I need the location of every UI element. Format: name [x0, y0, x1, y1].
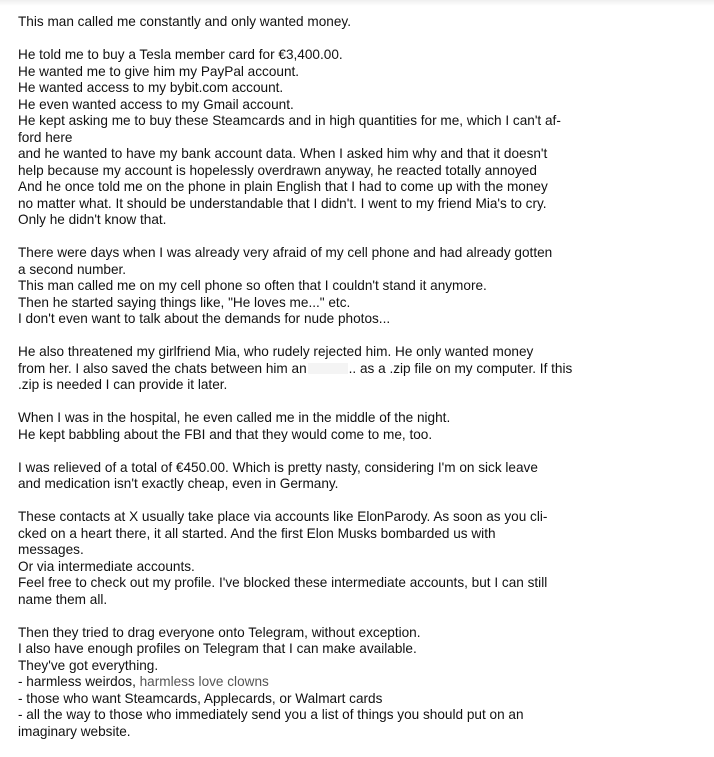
paragraph-5	[18, 410, 708, 443]
text-line: cked on a heart there, it all started. And the first Elon Musks bombarded us with	[18, 525, 496, 541]
text-line: They've got everything.	[18, 657, 159, 673]
text-line: - all the way to those who immediately send you a list of things you should put on an	[18, 707, 524, 722]
text-line: He even wanted access to my Gmail account.	[18, 96, 294, 112]
text-line: Feel free to check out my profile. I've blocked these intermediate accounts, but I can still	[18, 575, 548, 590]
paragraph-8	[18, 625, 708, 741]
text-line: no matter what. It should be understandable that I didn't. I went to my friend Mia's to cry.	[18, 195, 547, 211]
text-line: There were days when I was already very afraid of my cell phone and had already gotten	[18, 245, 553, 260]
paragraph-2	[18, 47, 708, 229]
text-line: These contacts at X usually take place via accounts like ElonParody. As soon as you cli-	[18, 509, 548, 524]
top-edge	[0, 0, 714, 6]
list-item-text: - harmless weirdos,	[18, 674, 140, 689]
text-line: Then he started saying things like, "He loves me..." etc.	[18, 294, 351, 310]
text-line: This man called me constantly and only wanted money.	[18, 14, 351, 29]
text-line: Or via intermediate accounts.	[18, 558, 195, 574]
text-line: I don't even want to talk about the demands for nude photos...	[18, 311, 391, 326]
text-line: a second number.	[18, 261, 127, 277]
text-line: imaginary website.	[18, 723, 131, 739]
redacted-name	[308, 363, 348, 374]
text-before-redaction: from her. I also saved the chats between him an	[18, 360, 307, 376]
text-line: When I was in the hospital, he even called me in the middle of the night.	[18, 410, 451, 425]
text-line: and he wanted to have my bank account data. When I asked him why and that it doesn't	[18, 146, 548, 161]
text-line: I was relieved of a total of €450.00. Which is pretty nasty, considering I'm on sick leave	[18, 459, 538, 475]
text-line: ford here	[18, 129, 73, 145]
text-line: He wanted access to my bybit.com account.	[18, 80, 284, 95]
text-line: He kept asking me to buy these Steamcards and in high quantities for me, which I can't af-	[18, 113, 561, 128]
paragraph-7	[18, 509, 708, 608]
paragraph-4	[18, 344, 708, 394]
text-line: This man called me on my cell phone so often that I couldn't stand it anymore.	[18, 278, 487, 293]
paragraph-6	[18, 460, 708, 493]
text-line: And he once told me on the phone in plain English that I had to come up with the money	[18, 179, 548, 194]
text-line: - those who want Steamcards, Applecards, or Walmart cards	[18, 690, 383, 706]
text-line: and medication isn't exactly cheap, even in Germany.	[18, 476, 339, 491]
text-line: I also have enough profiles on Telegram that I can make available.	[18, 641, 417, 656]
text-after-redaction: .. as a .zip file on my computer. If this	[348, 360, 573, 376]
text-line: name them all.	[18, 591, 108, 607]
text-line: Then they tried to drag everyone onto Telegram, without exception.	[18, 624, 421, 640]
document-text	[18, 14, 708, 757]
text-line: Only he didn't know that.	[18, 212, 167, 227]
text-line: help because my account is hopelessly overdrawn anyway, he reacted totally annoyed	[18, 162, 537, 178]
faded-text: harmless love clowns	[139, 674, 269, 689]
text-line: He told me to buy a Tesla member card for €3,400.00.	[18, 47, 343, 62]
text-line-with-redaction	[18, 361, 708, 378]
text-line: He kept babbling about the FBI and that they would come to me, too.	[18, 426, 433, 442]
paragraph-1	[18, 14, 708, 31]
text-line-list-item	[18, 674, 708, 691]
paragraph-3	[18, 245, 708, 328]
text-line: messages.	[18, 542, 84, 557]
text-line: He also threatened my girlfriend Mia, who rudely rejected him. He only wanted money	[18, 344, 534, 359]
text-line: .zip is needed I can provide it later.	[18, 377, 228, 392]
text-line: He wanted me to give him my PayPal account.	[18, 63, 300, 79]
